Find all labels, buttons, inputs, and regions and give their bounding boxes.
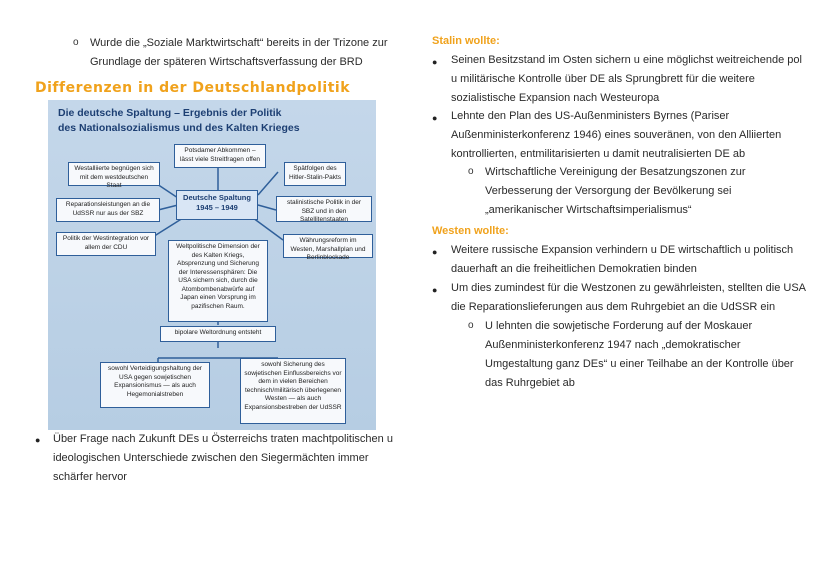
bottom-line-1: Über Frage nach Zukunft DEs u Österreichs traten machtpolitischen u bbox=[53, 433, 393, 445]
diagram-box-spaetfolgen: Spätfolgen des Hitler-Stalin-Pakts bbox=[284, 162, 346, 186]
stalin-b2-line-1: Lehnte den Plan des US-Außenministers Byrnes (Pariser bbox=[451, 110, 730, 122]
sub-bullet-marker: o bbox=[468, 320, 474, 331]
diagram-box-stalinistisch: stalinistische Politik in der SBZ und in den Satellitenstaaten bbox=[276, 196, 372, 222]
westen-b1-line-1: Weitere russische Expansion verhindern u DE wirtschaftlich u politisch bbox=[451, 244, 794, 256]
stalin-b1-line-2: u militärische Kontrolle über DE als Sprungbrett für die weitere bbox=[451, 73, 755, 85]
westen-sub-line-1: U lehnten die sowjetische Forderung auf der Moskauer bbox=[485, 320, 753, 332]
bottom-line-3: schärfer hervor bbox=[53, 471, 127, 483]
diagram-box-potsdam: Potsdamer Abkommen – lässt viele Streitfragen offen bbox=[174, 144, 266, 168]
bullet-marker: ● bbox=[432, 247, 438, 257]
sub-bullet-marker: o bbox=[468, 166, 474, 177]
stalin-sub-line-2: Verbesserung der Versorgung der Bevölkerung sei bbox=[485, 185, 732, 197]
stalin-b2-line-3: kontrollierten, entmilitarisierten u damit neutralisierten DE ab bbox=[451, 148, 746, 160]
diagram-box-reparation: Reparationsleistungen an die UdSSR nur aus der SBZ bbox=[56, 198, 160, 222]
bullet-marker: ● bbox=[432, 113, 438, 123]
intro-bullet-text bbox=[90, 34, 388, 72]
westen-b2-line-1: Um dies zumindest für die Westzonen zu gewährleisten, stellten die USA bbox=[451, 282, 807, 294]
westen-b1-line-2: dauerhaft an die freiheitlichen Demokratien binden bbox=[451, 263, 697, 275]
westen-sub-line-2: Außenministerkonferenz 1947 nach „demokratischer bbox=[485, 339, 741, 351]
stalin-b1-line-1: Seinen Besitzstand im Osten sichern u eine möglichst weitreichende pol bbox=[451, 54, 802, 66]
sub-bullet-marker: o bbox=[73, 37, 79, 48]
diagram-box-waehrung: Währungsreform im Westen, Marshallplan und Berlinblockade bbox=[283, 234, 373, 258]
diagram-box-bipolar: bipolare Weltordnung entsteht bbox=[160, 326, 276, 342]
bullet-marker: ● bbox=[35, 435, 41, 445]
stalin-heading: Stalin wollte: bbox=[432, 35, 500, 47]
diagram-box-weltpolitisch: Weltpolitische Dimension der des Kalten Kriegs, Absprenzung und Sicherung der Interessensphären: Die USA sichern sich, durch die Atombombenabwürfe auf Japan einen Vorsprung im pazifischen Raum. bbox=[168, 240, 268, 322]
westen-heading: Westen wollte: bbox=[432, 225, 509, 237]
bottom-bullet-text bbox=[53, 430, 393, 487]
diagram-box-westallierte: Westalliierte begnügen sich mit dem westdeutschen Staat bbox=[68, 162, 160, 186]
westen-b2-line-2: die Reparationslieferungen aus dem Ruhrgebiet an die UdSSR ein bbox=[451, 301, 776, 313]
diagram-title-line-2: des Nationalsozialismus und des Kalten Krieges bbox=[58, 122, 300, 134]
westen-bullet-2 bbox=[451, 279, 806, 317]
westen-sub-bullet bbox=[485, 317, 794, 393]
intro-line-2: Grundlage der späteren Wirtschaftsverfassung der BRD bbox=[90, 56, 363, 68]
westen-bullet-1 bbox=[451, 241, 793, 279]
stalin-bullet-2 bbox=[451, 107, 781, 164]
diagram-center-box: Deutsche Spaltung 1945 – 1949 bbox=[176, 190, 258, 220]
stalin-b2-line-2: Außenministerkonferenz 1946) eines souveränen, von den Alliierten bbox=[451, 129, 782, 141]
bottom-line-2: ideologischen Unterschiede zwischen den Siegermächten immer bbox=[53, 452, 369, 464]
diagram-title-line-1: Die deutsche Spaltung – Ergebnis der Politik bbox=[58, 107, 282, 119]
westen-sub-line-4: das Ruhrgebiet ab bbox=[485, 377, 575, 389]
diagram-box-westintegration: Politik der Westintegration vor allem der CDU bbox=[56, 232, 156, 256]
diagram-photo bbox=[48, 100, 376, 430]
diagram-box-usa: sowohl Verteidigungshaltung der USA gegen sowjetischen Expansionismus — als auch Hegemonialstreben bbox=[100, 362, 210, 408]
diagram-box-udssr: sowohl Sicherung des sowjetischen Einflussbereichs vor dem in vielen Bereichen technisch/militärisch überlegenen Westen — als auch Expansionsbestreben der UdSSR bbox=[240, 358, 346, 424]
section-heading: Differenzen in der Deutschlandpolitik bbox=[35, 80, 351, 96]
bullet-marker: ● bbox=[432, 285, 438, 295]
stalin-bullet-1 bbox=[451, 51, 802, 108]
bullet-marker: ● bbox=[432, 57, 438, 67]
westen-sub-line-3: Umgestaltung ganz DEs“ u einer Teilhabe an der Kontrolle über bbox=[485, 358, 794, 370]
intro-line-1: Wurde die „Soziale Marktwirtschaft“ bereits in der Trizone zur bbox=[90, 37, 388, 49]
stalin-sub-bullet bbox=[485, 163, 745, 220]
stalin-sub-line-3: „amerikanischer Wirtschaftsimperialismus“ bbox=[485, 204, 692, 216]
stalin-b1-line-3: sozialistische Expansion nach Westeuropa bbox=[451, 92, 660, 104]
stalin-sub-line-1: Wirtschaftliche Vereinigung der Besatzungszonen zur bbox=[485, 166, 746, 178]
